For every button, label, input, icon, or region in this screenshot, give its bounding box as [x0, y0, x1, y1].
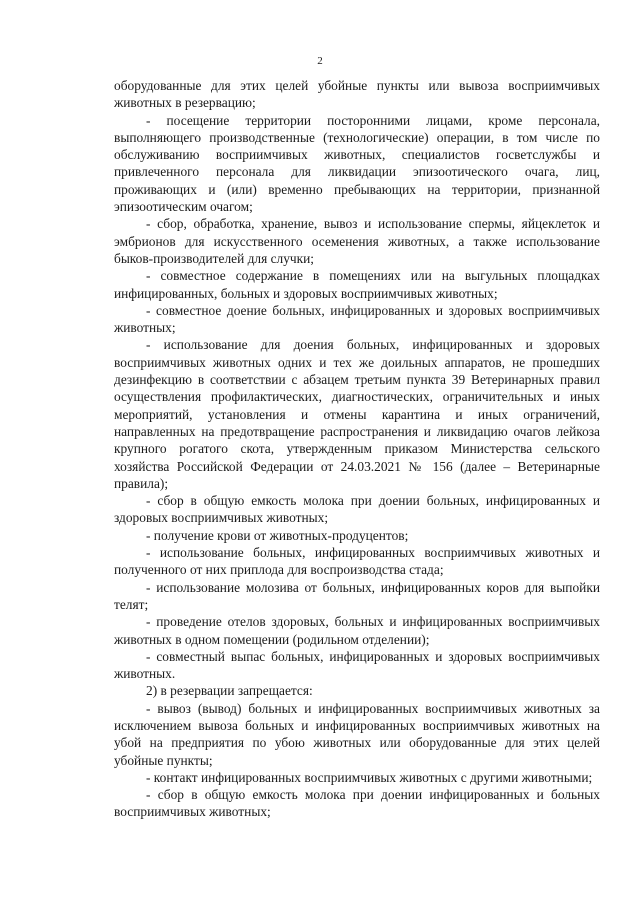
paragraph-continuation: оборудованные для этих целей убойные пункты или вывоза восприимчивых животных в резервацию; [114, 78, 600, 111]
list-item: - совместный выпас больных, инфицированных и здоровых восприимчивых животных. [114, 648, 600, 682]
list-item: - использование больных, инфицированных восприимчивых животных и полученного от них приплода для воспроизводства стада; [114, 545, 600, 578]
page-number: 2 [317, 55, 323, 67]
list-item: - сбор в общую емкость молока при доении инфицированных и больных восприимчивых животных; [114, 787, 600, 820]
list-item: - совместное содержание в помещениях или на выгульных площадках инфицированных, больных и здоровых восприимчивых животных; [114, 268, 600, 301]
list-item: - посещение территории посторонними лицами, кроме персонала, выполняющего производственные (технологические) операции, в том числе по обслуживанию восприимчивых животных, специалистов госветслужбы и привлеченного персонала для ликвидации эпизоотического очага, лиц, проживающих и (или) временно пребывающих на территории, признанной эпизоотическим очагом; [114, 112, 600, 215]
list-item: - совместное доение больных, инфицированных и здоровых восприимчивых животных; [114, 302, 600, 336]
list-item: - получение крови от животных-продуцентов; [146, 527, 409, 543]
list-item: - сбор в общую емкость молока при доении больных, инфицированных и здоровых восприимчивых животных; [114, 493, 600, 526]
list-item: - контакт инфицированных восприимчивых животных с другими животными; [146, 769, 593, 785]
section-heading: 2) в резервации запрещается: [146, 683, 313, 699]
list-item: - проведение отелов здоровых, больных и инфицированных восприимчивых животных в одном помещении (родильном отделении); [114, 614, 600, 647]
list-item: - вывоз (вывод) больных и инфицированных восприимчивых животных за исключением вывоза больных и инфицированных восприимчивых животных на убой на предприятия по убою животных или оборудованные для этих целей убойные пункты; [114, 700, 600, 768]
list-item: - использование молозива от больных, инфицированных коров для выпойки телят; [114, 579, 600, 612]
list-item: - сбор, обработка, хранение, вывоз и использование спермы, яйцеклеток и эмбрионов для искусственного осеменения животных, а также использование быков-производителей для случки; [114, 216, 600, 266]
document-body [114, 77, 600, 821]
list-item: - использование для доения больных, инфицированных и здоровых восприимчивых животных одних и тех же доильных аппаратов, не прошедших дезинфекцию в соответствии с абзацем третьим пункта 39 Ветеринарных правил осуществления профилактических, диагностических, ограничительных и иных мероприятий, установления и отмены карантина и иных ограничений, направленных на предотвращение распространения и ликвидацию очагов лейкоза крупного рогатого скота, утвержденным приказом Министерства сельского хозяйства Российской Федерации от 24.03.2021 № 156 (далее – Ветеринарные правила); [114, 337, 600, 491]
